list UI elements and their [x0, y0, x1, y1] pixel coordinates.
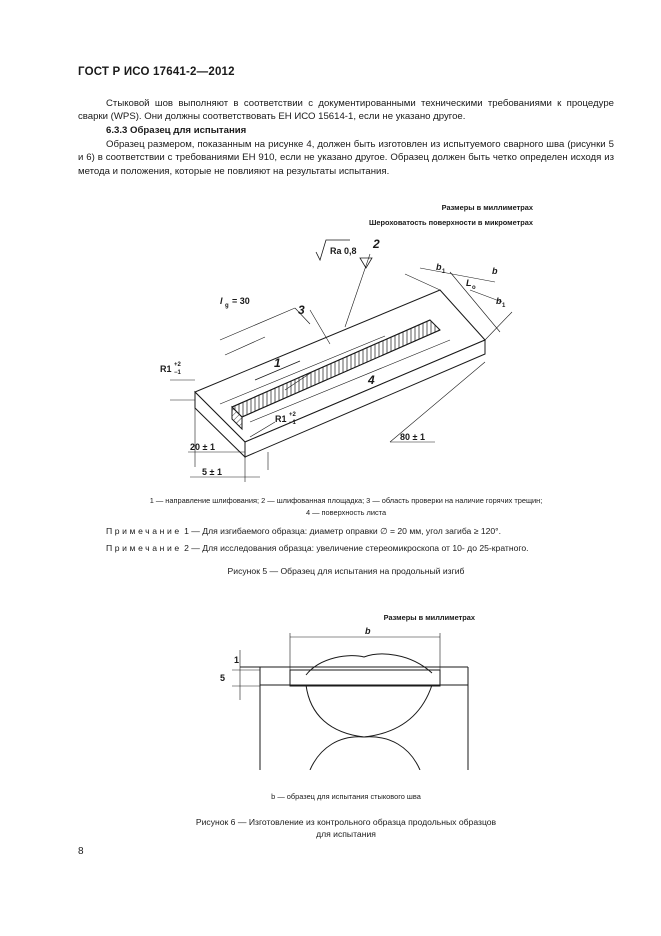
- dim-width: 20 ± 1: [190, 442, 215, 452]
- callout-2: 2: [373, 237, 380, 251]
- figure6-caption-line1: Рисунок 6 — Изготовление из контрольного образца продольных образцов: [195, 817, 497, 827]
- callout-3: 3: [298, 303, 305, 317]
- figure5-caption: Рисунок 5 — Образец для испытания на продольный изгиб: [227, 566, 465, 576]
- figure5-drawing: [150, 232, 540, 492]
- figure5-legend-line1: 1 — направление шлифования; 2 — шлифованная площадка; 3 — область проверки на наличие горячих трещин;: [149, 496, 543, 505]
- weld-root: [306, 685, 432, 737]
- figure6-caption-line2: для испытания: [316, 829, 376, 839]
- section-title-6-3-3: 6.3.3 Образец для испытания: [106, 125, 247, 136]
- dim-lo: L: [466, 278, 472, 288]
- dim-radius-left: R1: [160, 364, 172, 374]
- fig6-dim-b: b: [365, 626, 371, 636]
- dim-b1-right-sub: 1: [502, 303, 506, 309]
- note1-label: Примечание: [106, 526, 182, 536]
- paragraph-test-specimen: Образец размером, показанным на рисунке 4, должен быть изготовлен из испытуемого сварного шва (рисунки 5 и 6) в соответствии с требованиями ЕН 910, если не указано другое. Образец должен быть четко определен исходя из метода и положения, которые не повлияют на результаты испытания.: [78, 139, 614, 177]
- dim-b1: b: [436, 262, 442, 272]
- figure5-legend-line2: 4 — поверхность листа: [305, 508, 387, 517]
- specimen-b: [290, 670, 440, 686]
- dim-radius-inner-tol-up: +2: [289, 412, 296, 418]
- dim-b1-right: b: [496, 296, 502, 306]
- dim-radius-left-tol-up: +2: [174, 362, 181, 368]
- note1-text: 1 — Для изгибаемого образца: диаметр оправки ∅ = 20 мм, угол загиба ≥ 120°.: [184, 526, 501, 536]
- note2-label: Примечание: [106, 543, 182, 553]
- figure5-note1: [106, 526, 501, 537]
- dim-length: 80 ± 1: [400, 432, 425, 442]
- figure5-roughness-note: Шероховатость поверхности в микрометрах: [369, 218, 533, 227]
- document-code-header: ГОСТ Р ИСО 17641-2—2012: [78, 66, 235, 78]
- roughness-value: Ra 0,8: [330, 246, 357, 256]
- dim-lg-value: = 30: [232, 296, 250, 306]
- figure5-note2: [106, 543, 528, 553]
- fig6-dim-1: 1: [234, 655, 240, 665]
- dim-radius-inner: R1: [275, 414, 287, 424]
- weld-bottom-pass: [310, 737, 420, 770]
- dim-lo-sub: o: [472, 285, 476, 291]
- paragraph-butt-weld: Стыковой шов выполняют в соответствии с документированными техническими требованиями к процедуре сварки (WPS). Они должны соответствовать ЕН ИСО 15614-1, если не указано другое.: [78, 98, 614, 123]
- dim-b: b: [492, 266, 498, 276]
- dim-radius-inner-tol-dn: −1: [289, 420, 296, 426]
- weld-cap-top: [306, 654, 432, 675]
- dim-thickness: 5 ± 1: [202, 467, 222, 477]
- note2-text: 2 — Для исследования образца: увеличение стереомикроскопа от 10- до 25-кратного.: [184, 543, 529, 553]
- figure6-drawing: [210, 625, 480, 770]
- dim-lg-sub: g: [225, 303, 229, 309]
- figure6-legend: b — образец для испытания стыкового шва: [271, 792, 421, 801]
- figure6-units-note: Размеры в миллиметрах: [383, 613, 475, 622]
- callout-4: 4: [368, 373, 375, 387]
- page-number: 8: [78, 846, 84, 857]
- dim-lg: l: [220, 296, 223, 306]
- callout-1: 1: [274, 356, 281, 370]
- fig6-dim-5: 5: [220, 673, 226, 683]
- dim-b1-sub: 1: [442, 269, 446, 275]
- figure5-units-note: Размеры в миллиметрах: [441, 203, 533, 212]
- dim-radius-left-tol-dn: −1: [174, 370, 181, 376]
